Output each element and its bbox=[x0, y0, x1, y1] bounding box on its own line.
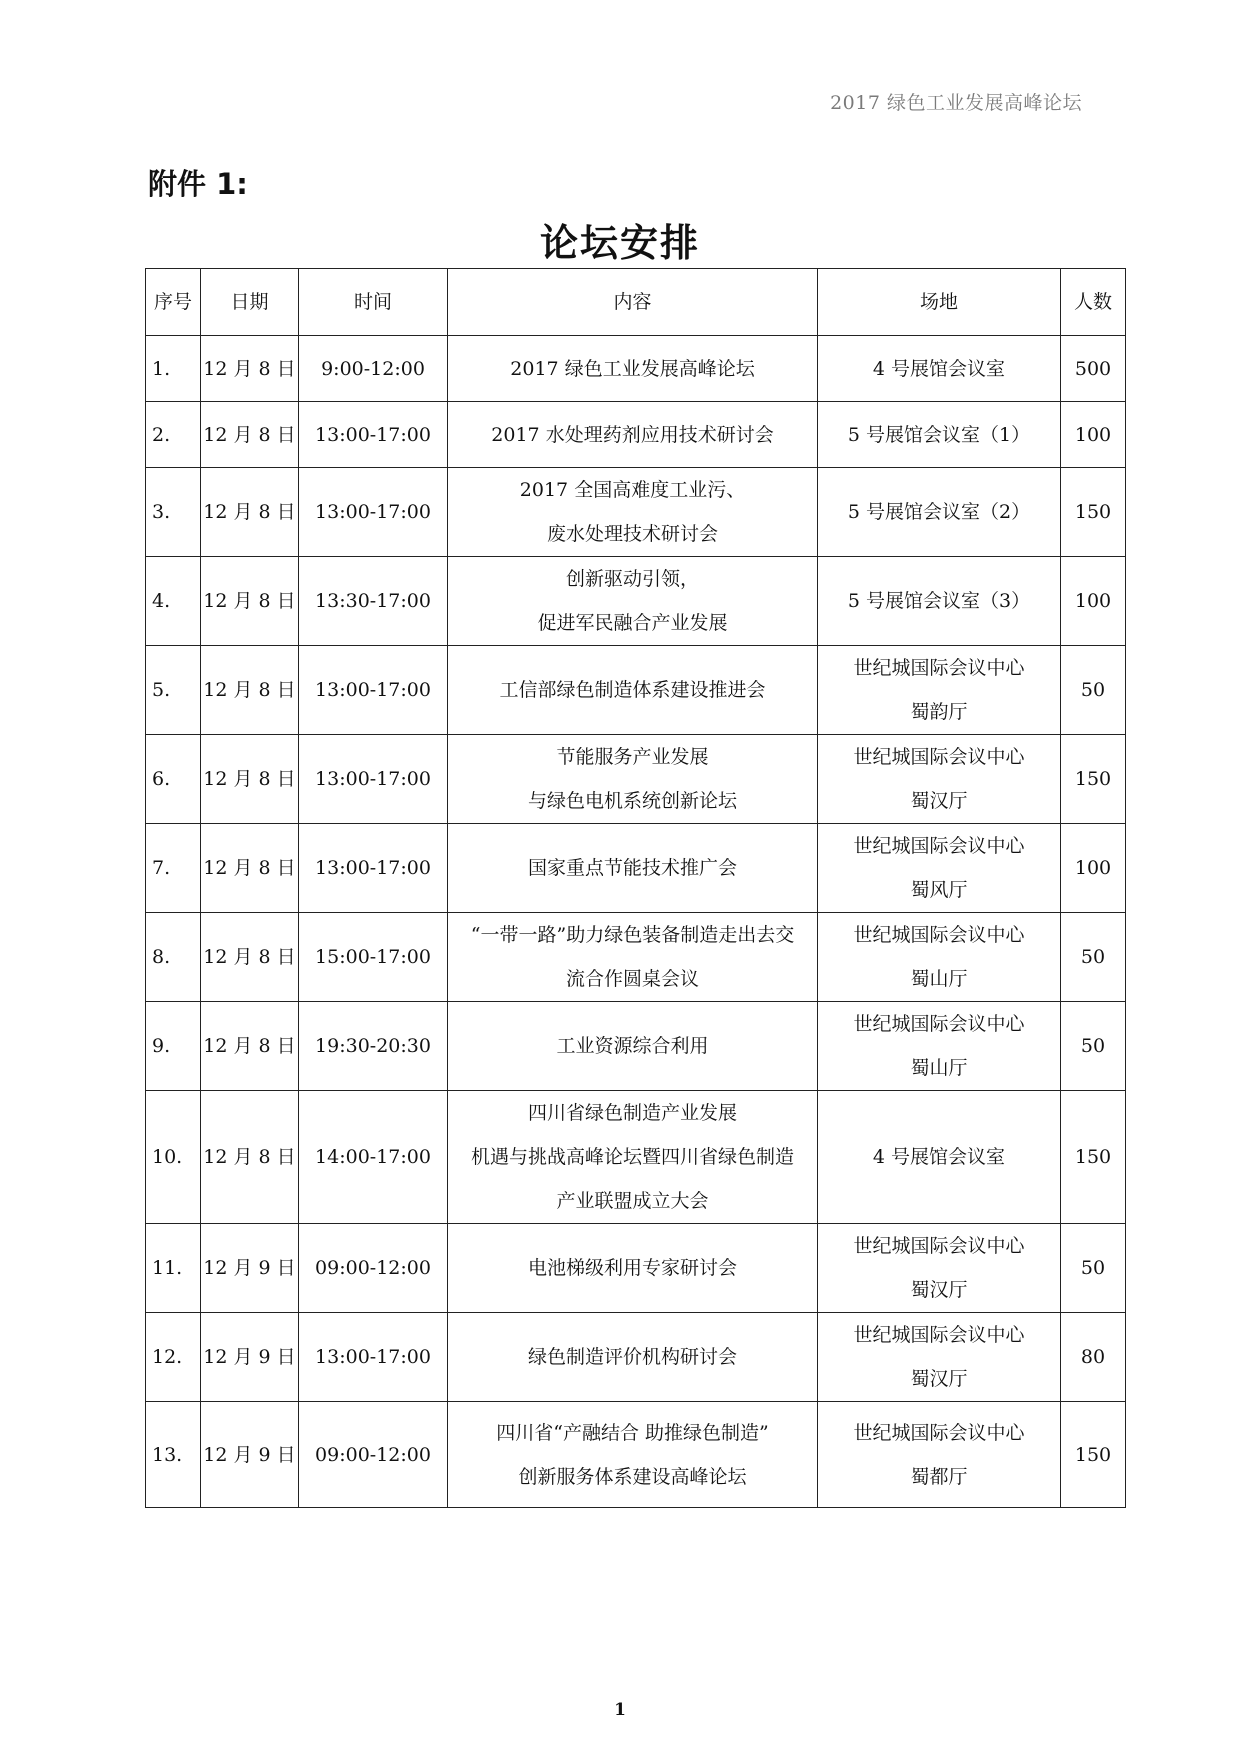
table-row bbox=[146, 468, 1126, 557]
cell-time: 13:30-17:00 bbox=[299, 557, 448, 646]
cell-time: 09:00-12:00 bbox=[299, 1402, 448, 1508]
cell-content bbox=[448, 336, 818, 402]
venue-line: 5 号展馆会议室（2） bbox=[847, 501, 1031, 523]
cell-content bbox=[448, 1402, 818, 1508]
venue-line: 5 号展馆会议室（3） bbox=[847, 590, 1031, 612]
cell-date: 12 月 8 日 bbox=[201, 646, 299, 735]
cell-count: 100 bbox=[1061, 824, 1126, 913]
venue-line: 4 号展馆会议室 bbox=[872, 357, 1006, 380]
venue-line: 蜀汉厅 bbox=[910, 790, 968, 812]
venue-line: 世纪城国际会议中心 bbox=[853, 657, 1025, 679]
column-header-time: 时间 bbox=[299, 269, 448, 336]
table-row bbox=[146, 557, 1126, 646]
cell-index: 10. bbox=[146, 1091, 201, 1224]
table-row bbox=[146, 824, 1126, 913]
running-header: 2017 绿色工业发展高峰论坛 bbox=[830, 92, 1082, 114]
cell-venue bbox=[818, 402, 1061, 468]
cell-time: 13:00-17:00 bbox=[299, 1313, 448, 1402]
venue-line: 蜀汉厅 bbox=[910, 1368, 968, 1390]
content-line: 与绿色电机系统创新论坛 bbox=[527, 790, 737, 812]
table-row bbox=[146, 1002, 1126, 1091]
cell-content bbox=[448, 468, 818, 557]
cell-content bbox=[448, 1002, 818, 1091]
cell-index: 1. bbox=[146, 336, 201, 402]
content-line: 创新服务体系建设高峰论坛 bbox=[518, 1465, 747, 1488]
content-line: 工业资源综合利用 bbox=[556, 1035, 709, 1057]
cell-venue bbox=[818, 646, 1061, 735]
content-line: 国家重点节能技术推广会 bbox=[527, 857, 737, 879]
cell-venue bbox=[818, 1224, 1061, 1313]
cell-venue bbox=[818, 1402, 1061, 1508]
content-line: 节能服务产业发展 bbox=[556, 746, 709, 768]
column-header-index: 序号 bbox=[146, 269, 201, 336]
cell-count: 50 bbox=[1061, 646, 1126, 735]
column-header-venue: 场地 bbox=[818, 269, 1061, 336]
cell-date: 12 月 8 日 bbox=[201, 336, 299, 402]
table-row bbox=[146, 913, 1126, 1002]
cell-time: 19:30-20:30 bbox=[299, 1002, 448, 1091]
content-line: 绿色制造评价机构研讨会 bbox=[527, 1346, 737, 1368]
cell-venue bbox=[818, 336, 1061, 402]
cell-count: 150 bbox=[1061, 1091, 1126, 1224]
cell-venue bbox=[818, 1091, 1061, 1224]
cell-content bbox=[448, 824, 818, 913]
cell-index: 11. bbox=[146, 1224, 201, 1313]
content-line: 机遇与挑战高峰论坛暨四川省绿色制造 bbox=[470, 1146, 794, 1168]
table-row bbox=[146, 336, 1126, 402]
cell-venue bbox=[818, 1002, 1061, 1091]
table-row bbox=[146, 735, 1126, 824]
venue-line: 世纪城国际会议中心 bbox=[853, 1324, 1025, 1346]
column-header-count: 人数 bbox=[1061, 269, 1126, 336]
cell-venue bbox=[818, 913, 1061, 1002]
column-header-content: 内容 bbox=[448, 269, 818, 336]
cell-count: 50 bbox=[1061, 1224, 1126, 1313]
cell-count: 150 bbox=[1061, 468, 1126, 557]
venue-line: 世纪城国际会议中心 bbox=[853, 835, 1025, 857]
content-line: 2017 全国高难度工业污、 bbox=[519, 479, 746, 501]
cell-content bbox=[448, 1224, 818, 1313]
cell-count: 500 bbox=[1061, 336, 1126, 402]
venue-line: 蜀山厅 bbox=[910, 1057, 968, 1079]
cell-content bbox=[448, 735, 818, 824]
content-line: 四川省“产融结合 助推绿色制造” bbox=[496, 1421, 769, 1444]
cell-venue bbox=[818, 735, 1061, 824]
venue-line: 世纪城国际会议中心 bbox=[853, 1421, 1025, 1444]
content-line: 2017 水处理药剂应用技术研讨会 bbox=[491, 423, 774, 446]
table-row bbox=[146, 646, 1126, 735]
content-line: 促进军民融合产业发展 bbox=[537, 612, 728, 634]
cell-venue bbox=[818, 468, 1061, 557]
cell-index: 7. bbox=[146, 824, 201, 913]
cell-time: 09:00-12:00 bbox=[299, 1224, 448, 1313]
cell-count: 150 bbox=[1061, 735, 1126, 824]
venue-line: 蜀风厅 bbox=[910, 879, 968, 901]
venue-line: 世纪城国际会议中心 bbox=[853, 1013, 1025, 1035]
venue-line: 蜀韵厅 bbox=[910, 701, 968, 723]
cell-venue bbox=[818, 824, 1061, 913]
page-number: 1 bbox=[614, 1700, 626, 1720]
venue-line: 世纪城国际会议中心 bbox=[853, 1235, 1025, 1257]
cell-content bbox=[448, 402, 818, 468]
cell-venue bbox=[818, 557, 1061, 646]
cell-count: 50 bbox=[1061, 913, 1126, 1002]
cell-time: 13:00-17:00 bbox=[299, 646, 448, 735]
venue-line: 世纪城国际会议中心 bbox=[853, 924, 1025, 946]
table-row bbox=[146, 1224, 1126, 1313]
cell-index: 12. bbox=[146, 1313, 201, 1402]
cell-date: 12 月 8 日 bbox=[201, 468, 299, 557]
cell-index: 13. bbox=[146, 1402, 201, 1508]
venue-line: 4 号展馆会议室 bbox=[872, 1146, 1006, 1168]
content-line: 废水处理技术研讨会 bbox=[546, 523, 718, 545]
cell-time: 9:00-12:00 bbox=[299, 336, 448, 402]
schedule-table bbox=[145, 268, 1126, 1508]
cell-time: 15:00-17:00 bbox=[299, 913, 448, 1002]
venue-line: 蜀山厅 bbox=[910, 968, 968, 990]
table-row bbox=[146, 1402, 1126, 1508]
table-row bbox=[146, 1091, 1126, 1224]
cell-index: 2. bbox=[146, 402, 201, 468]
page-title: 论坛安排 bbox=[539, 221, 700, 265]
cell-index: 5. bbox=[146, 646, 201, 735]
table-header-row bbox=[146, 269, 1126, 336]
cell-date: 12 月 8 日 bbox=[201, 557, 299, 646]
cell-count: 150 bbox=[1061, 1402, 1126, 1508]
cell-index: 4. bbox=[146, 557, 201, 646]
cell-time: 14:00-17:00 bbox=[299, 1091, 448, 1224]
cell-content bbox=[448, 1091, 818, 1224]
cell-content bbox=[448, 557, 818, 646]
cell-count: 80 bbox=[1061, 1313, 1126, 1402]
venue-line: 世纪城国际会议中心 bbox=[853, 746, 1025, 768]
cell-count: 100 bbox=[1061, 402, 1126, 468]
cell-date: 12 月 9 日 bbox=[201, 1402, 299, 1508]
venue-line: 5 号展馆会议室（1） bbox=[847, 423, 1031, 446]
cell-date: 12 月 8 日 bbox=[201, 735, 299, 824]
cell-time: 13:00-17:00 bbox=[299, 468, 448, 557]
cell-time: 13:00-17:00 bbox=[299, 735, 448, 824]
content-line: 电池梯级利用专家研讨会 bbox=[527, 1257, 737, 1279]
cell-date: 12 月 8 日 bbox=[201, 1002, 299, 1091]
cell-index: 9. bbox=[146, 1002, 201, 1091]
cell-index: 6. bbox=[146, 735, 201, 824]
cell-date: 12 月 9 日 bbox=[201, 1313, 299, 1402]
table-row bbox=[146, 1313, 1126, 1402]
cell-index: 8. bbox=[146, 913, 201, 1002]
cell-date: 12 月 8 日 bbox=[201, 402, 299, 468]
column-header-date: 日期 bbox=[201, 269, 299, 336]
cell-time: 13:00-17:00 bbox=[299, 402, 448, 468]
cell-date: 12 月 8 日 bbox=[201, 824, 299, 913]
venue-line: 蜀汉厅 bbox=[910, 1279, 968, 1301]
cell-venue bbox=[818, 1313, 1061, 1402]
schedule-body bbox=[146, 336, 1126, 1508]
venue-line: 蜀都厅 bbox=[910, 1465, 968, 1488]
content-line: 工信部绿色制造体系建设推进会 bbox=[499, 679, 766, 701]
cell-content bbox=[448, 913, 818, 1002]
cell-time: 13:00-17:00 bbox=[299, 824, 448, 913]
cell-count: 50 bbox=[1061, 1002, 1126, 1091]
cell-content bbox=[448, 1313, 818, 1402]
content-line: “一带一路”助力绿色装备制造走出去交 bbox=[470, 924, 795, 946]
cell-content bbox=[448, 646, 818, 735]
cell-date: 12 月 9 日 bbox=[201, 1224, 299, 1313]
table-row bbox=[146, 402, 1126, 468]
content-line: 产业联盟成立大会 bbox=[556, 1190, 709, 1212]
content-line: 四川省绿色制造产业发展 bbox=[527, 1102, 737, 1124]
cell-date: 12 月 8 日 bbox=[201, 913, 299, 1002]
cell-date: 12 月 8 日 bbox=[201, 1091, 299, 1224]
content-line: 流合作圆桌会议 bbox=[565, 968, 699, 990]
content-line: 2017 绿色工业发展高峰论坛 bbox=[510, 357, 755, 380]
attachment-label: 附件 1: bbox=[148, 167, 248, 201]
cell-count: 100 bbox=[1061, 557, 1126, 646]
content-line: 创新驱动引领， bbox=[565, 568, 699, 590]
cell-index: 3. bbox=[146, 468, 201, 557]
